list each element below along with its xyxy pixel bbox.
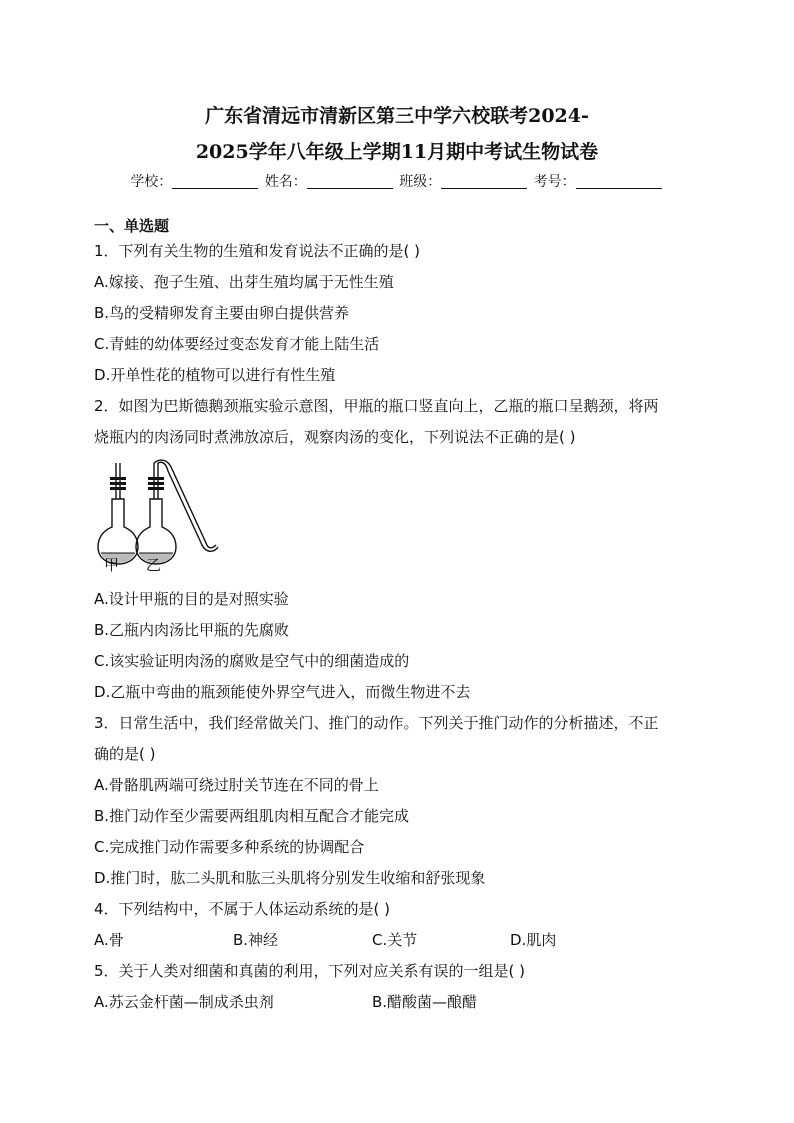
question-3-stem-line-2: 确的是( ) (94, 745, 156, 763)
school-label: 学校： (130, 174, 173, 190)
exam-number-label: 考号： (533, 174, 576, 190)
question-2-option-c: C.该实验证明肉汤的腐败是空气中的细菌造成的 (94, 652, 410, 670)
school-blank[interactable] (172, 174, 258, 189)
figure-label-jia: 甲 (104, 556, 120, 574)
figure-label-yi: 乙 (146, 556, 162, 574)
question-4-stem: 4．下列结构中，不属于人体运动系统的是( ) (94, 900, 391, 918)
exam-number-blank[interactable] (576, 174, 662, 189)
question-2-option-b: B.乙瓶内肉汤比甲瓶的先腐败 (94, 621, 290, 639)
question-5-option-b: B.醋酸菌—酿醋 (372, 993, 478, 1011)
question-4-option-d: D.肌肉 (510, 931, 557, 949)
question-3-option-a: A.骨骼肌两端可绕过肘关节连在不同的骨上 (94, 776, 379, 794)
question-5-stem: 5．关于人类对细菌和真菌的利用，下列对应关系有误的一组是( ) (94, 962, 526, 980)
question-1-option-c: C.青蛙的幼体要经过变态发育才能上陆生活 (94, 335, 380, 353)
question-1-option-d: D.开单性花的植物可以进行有性生殖 (94, 366, 336, 384)
question-4-option-a: A.骨 (94, 931, 124, 949)
question-1-option-b: B.鸟的受精卵发育主要由卵白提供营养 (94, 304, 350, 322)
question-3-stem-line-1: 3．日常生活中，我们经常做关门、推门的动作。下列关于推门动作的分析描述，不正 (94, 714, 659, 732)
question-5-option-a: A.苏云金杆菌—制成杀虫剂 (94, 993, 274, 1011)
question-2-option-a: A.设计甲瓶的目的是对照实验 (94, 590, 289, 608)
exam-title-line-2: 2025学年八年级上学期11月期中考试生物试卷 (195, 141, 599, 163)
question-1-option-a: A.嫁接、孢子生殖、出芽生殖均属于无性生殖 (94, 273, 394, 291)
question-2-option-d: D.乙瓶中弯曲的瓶颈能使外界空气进入，而微生物进不去 (94, 683, 471, 701)
question-1-stem: 1．下列有关生物的生殖和发育说法不正确的是( ) (94, 242, 421, 260)
student-info-row (0, 171, 794, 191)
class-label: 班级： (399, 174, 442, 190)
question-4-option-b: B.神经 (233, 931, 279, 949)
question-3-option-b: B.推门动作至少需要两组肌肉相互配合才能完成 (94, 807, 410, 825)
exam-title-line-1: 广东省清远市清新区第三中学六校联考2024- (205, 105, 589, 127)
question-2-stem-line-2: 烧瓶内的肉汤同时煮沸放凉后，观察肉汤的变化，下列说法不正确的是( ) (94, 428, 576, 446)
name-blank[interactable] (307, 174, 393, 189)
question-4-option-c: C.关节 (372, 931, 418, 949)
swan-neck-tube (154, 460, 216, 548)
question-3-option-c: C.完成推门动作需要多种系统的协调配合 (94, 838, 365, 856)
question-3-option-d: D.推门时，肱二头肌和肱三头肌将分别发生收缩和舒张现象 (94, 869, 486, 887)
name-label: 姓名： (264, 174, 307, 190)
question-2-stem-line-1: 2．如图为巴斯德鹅颈瓶实验示意图，甲瓶的瓶口竖直向上，乙瓶的瓶口呈鹅颈，将两 (94, 397, 659, 415)
section-heading: 一、单选题 (94, 217, 170, 235)
class-blank[interactable] (441, 174, 527, 189)
